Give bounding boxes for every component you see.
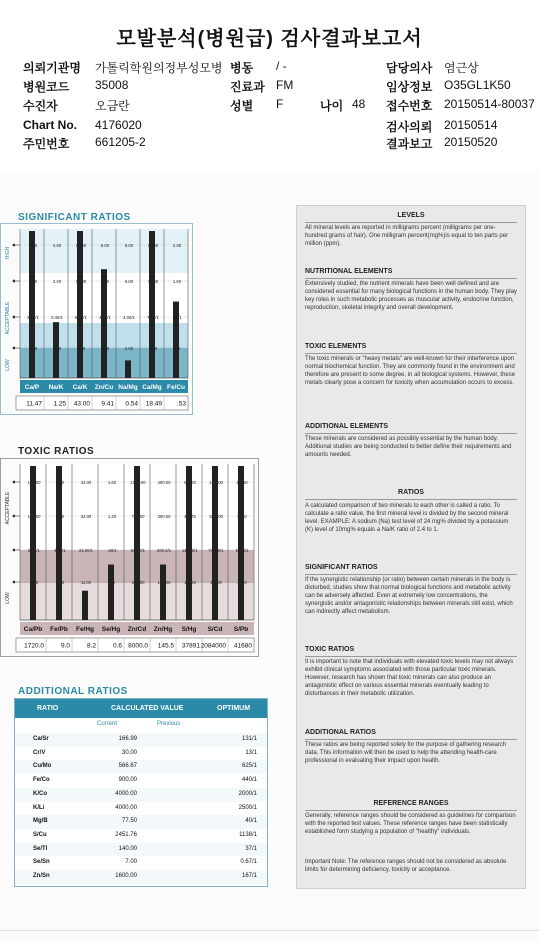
zone-label-2: LOW [5, 359, 11, 371]
value-label: 1.25 [53, 400, 66, 408]
info-text: All mineral levels are reported in milligrams percent (milligrams per one-hundred grams of hair). One milligram percent(mg%)is equal to ten parts per million (ppm). [305, 225, 509, 247]
scale-label: 14025 [184, 579, 196, 585]
table-row [15, 747, 267, 761]
axis-dot-2 [13, 549, 16, 552]
additional-ratios-title: ADDITIONAL RATIOS [18, 686, 128, 697]
category-label: Na/Mg [118, 384, 138, 391]
axis-dot-1 [13, 515, 16, 518]
value-label: 11.47 [26, 400, 42, 408]
info-heading: TOXIC RATIOS [305, 646, 355, 653]
scale-label: 250.00 [131, 579, 145, 585]
scale-label: 28050/1 [182, 547, 198, 553]
info-panel [296, 205, 526, 889]
current-value: 30.00 [121, 749, 137, 756]
category-label: S/Pb [233, 626, 249, 633]
sex-label: 성별 [230, 99, 254, 113]
current-value: 4000.00 [115, 804, 137, 811]
axis-dot-3 [13, 581, 16, 584]
bar-s-hg [186, 466, 192, 620]
scale-label: 71000/1 [208, 547, 224, 553]
doctor-value: 염근상 [444, 61, 479, 75]
scale-label: 42.0 [29, 579, 39, 585]
optimum-value: 167/1 [241, 873, 257, 879]
scale-label: 4.20 [28, 242, 38, 248]
table-row [15, 733, 267, 747]
ratio-name: S/Cu [33, 831, 47, 838]
sex-value: F [276, 97, 284, 111]
value-label: 43.00 [73, 400, 90, 408]
ratio-name: Zn/Sn [33, 873, 50, 879]
scale-label: 106500 [209, 513, 223, 519]
scale-label: 6.60 [55, 513, 65, 519]
doctor-label: 담당의사 [386, 61, 433, 75]
info-text: It is important to note that individuals with elevated toxic levels may not always exhibit clinical symptoms associated with those particular toxic minerals. However, research has shown that toxic minerals can also produce an antagonistic effect on various essential minerals eventually leading to disturbances in their metabolic utilization. [305, 659, 514, 697]
scale-label: 300.00 [157, 513, 171, 519]
scale-label: 5880/1 [235, 547, 249, 553]
table-row [15, 760, 267, 774]
bar-se-hg [108, 565, 114, 620]
scale-label: 750.00 [131, 513, 145, 519]
table-row [15, 815, 267, 829]
info-text: These minerals are considered as possibly essential by the human body. Additional studies are being conducted to better define their requirements and amounts needed. [305, 436, 512, 458]
clinical-info-label: 임상정보 [386, 80, 433, 94]
scale-label: 200.0/1 [157, 547, 171, 553]
optimum-value: 131/1 [241, 736, 257, 742]
additional-table-header [15, 699, 267, 718]
ratio-header: RATIO [37, 705, 59, 712]
info-heading: REFERENCE RANGES [373, 800, 449, 807]
scale-label: 128.00 [27, 513, 41, 519]
receipt-label: 접수번호 [386, 99, 433, 113]
scale-label: 11.00 [147, 278, 159, 284]
scale-label: 6.00 [124, 278, 134, 284]
resident-label: 주민번호 [23, 137, 70, 151]
result-label: 결과보고 [386, 137, 433, 151]
bar-ca-pb [30, 466, 36, 620]
scale-label: 4.00/1 [99, 314, 111, 320]
optimum-value: 13/1 [245, 749, 257, 756]
scale-label: 15.00 [147, 242, 159, 248]
scale-label: 8.80 [55, 479, 65, 485]
info-text: A calculated comparison of two minerals to each other is called a ratio. To calculate a ratio value, the first mineral level is divided by the second mineral level. EXAMPLE: A sodium (Na) test level of 24 mg% divided by a potassium (K) level of 10mg% equals a Na/K ratio of 2.4 to 1. [305, 503, 509, 533]
current-value: 4000.00 [115, 790, 137, 797]
scale-label: 3.00 [28, 278, 38, 284]
result-value: 20150520 [444, 135, 498, 149]
category-label: Ca/Pb [23, 626, 43, 633]
scale-label: .20 [174, 345, 180, 351]
category-label: S/Hg [181, 626, 197, 633]
scale-label: 100.00 [157, 579, 171, 585]
ratio-name: K/Li [33, 804, 45, 811]
info-heading: TOXIC ELEMENTS [305, 343, 367, 350]
info-text: Generally, reference ranges should be considered as guidelines for comparison with the reported test values. These reference ranges have been statistically established form studying a population of "healthy" individuals. [305, 813, 516, 835]
ratio-name: Fe/Co [33, 777, 50, 784]
scale-label: 190.00 [27, 479, 41, 485]
calc-value-header: CALCULATED VALUE [111, 705, 184, 712]
hospital-code-label: 병원코드 [23, 80, 70, 94]
table-row [15, 870, 267, 884]
scale-label: 1.60 [172, 278, 182, 284]
category-label: Se/Hg [101, 626, 121, 633]
patient-label: 수진자 [23, 99, 58, 113]
scale-label: 2.00 [100, 345, 110, 351]
optimum-value: 40/1 [245, 818, 257, 825]
ratio-name: Se/Tl [33, 845, 48, 852]
scale-label: 4.00 [76, 345, 86, 351]
info-rule [305, 499, 517, 500]
bar-fe-cu [173, 302, 179, 378]
zone-label-0: HIGH [5, 246, 11, 260]
patient-value: 오금란 [95, 99, 130, 113]
optimum-value: 0.67/1 [240, 859, 257, 866]
scale-label: 4.00/1 [123, 314, 135, 320]
bar-s-pb [238, 466, 244, 620]
category-label: Fe/Hg [75, 626, 95, 633]
zone-band-0 [20, 229, 188, 273]
ratio-name: Ca/Sr [33, 736, 49, 742]
report-title: 모발분석(병원급) 검사결과보고서 [116, 28, 423, 50]
value-label: 18.49 [145, 400, 162, 408]
significant-ratios-title: SIGNIFICANT RATIOS [18, 212, 131, 223]
previous-header: Previous [157, 721, 181, 727]
receipt-value: 20150514-80037 [444, 97, 535, 111]
scale-label: 2.00 [124, 345, 134, 351]
info-heading: ADDITIONAL RATIOS [305, 729, 376, 736]
current-value: 140.00 [118, 845, 137, 852]
value-label: 41680 [233, 642, 252, 650]
age-value: 48 [352, 97, 366, 111]
info-text: The toxic minerals or "heavy metals" are well-known for their interference upon normal biochemical function. They are commonly found in the environment and therefore are present to some degree, in all biological systems. However, these metals clearly pose a concern for toxicity when accumulation occurs to excess. [305, 356, 516, 386]
category-label: Ca/P [24, 384, 40, 391]
scale-label: 2.60/1 [27, 314, 39, 320]
significant-ratios-chart [0, 223, 200, 425]
request-label: 검사의뢰 [386, 120, 433, 134]
toxic-ratios-chart [0, 458, 272, 658]
category-label: Ca/Mg [142, 384, 162, 391]
bar-fe-hg [82, 591, 88, 620]
institution-value: 가톨릭학원의정부성모병 [95, 61, 223, 75]
current-value: 566.67 [118, 763, 137, 770]
scale-label: 6.00 [124, 242, 134, 248]
ratio-name: Mg/B [33, 818, 48, 825]
category-label: Fe/Cu [166, 384, 186, 391]
optimum-header: OPTIMUM [217, 705, 251, 712]
info-rule [305, 222, 517, 223]
value-label: 9.41 [101, 400, 114, 408]
bar-zn-cu [101, 269, 107, 378]
info-text: Extensively studied, the nutrient minerals have been well defined and are considered essential for many biological functions in the human body. They play key roles in such metabolic processes as muscular activity, endocrine function, reproduction, skeletal integrity and overall development. [305, 281, 517, 311]
scale-label: 11760 [236, 479, 248, 485]
scale-label: 56000 [184, 479, 196, 485]
scale-label: 3.00 [148, 345, 158, 351]
value-label: 9.0 [60, 642, 70, 650]
scale-label: .80/1 [107, 547, 117, 553]
value-label: 8000.0 [128, 642, 148, 650]
additional-ratios-table [14, 698, 268, 887]
category-label: Zn/Cu [94, 384, 114, 391]
category-label: Ca/K [72, 384, 88, 391]
optimum-value: 2500/1 [238, 804, 257, 811]
scale-label: 16.00 [75, 242, 87, 248]
info-rule [305, 656, 517, 657]
value-label: 8.2 [86, 642, 96, 650]
zone-label-1: LOW [5, 592, 11, 604]
dept-value: FM [276, 78, 294, 92]
axis-dot-0 [13, 481, 16, 484]
scale-label: 12.00 [75, 278, 87, 284]
scale-label: 4.40/1 [54, 547, 66, 553]
info-rule [305, 739, 517, 740]
bar-na-mg [125, 360, 131, 378]
axis-dot-1 [13, 280, 16, 283]
hospital-code-value: 35008 [95, 78, 129, 92]
bar-zn-cd [134, 466, 140, 620]
current-value: 7.00 [125, 859, 137, 866]
table-row [15, 843, 267, 857]
category-label: Fe/Pb [50, 626, 68, 633]
optimum-value: 2000/1 [238, 790, 257, 797]
value-label: 37891 [181, 642, 200, 650]
scale-label: 142000 [209, 479, 223, 485]
info-text: These ratios are being reported solely for the purpose of gathering research data. This information will then be used to help the attending health-care professional in evaluating their impact upon health. [305, 742, 507, 764]
ratio-name: K/Co [33, 790, 47, 797]
scale-label: 500.0/1 [131, 547, 145, 553]
scale-label: 2.30 [172, 242, 182, 248]
value-label: 0.6 [112, 642, 122, 650]
value-label: 145.5 [157, 642, 174, 650]
scale-label: 7.00/1 [147, 314, 159, 320]
age-label: 나이 [320, 99, 344, 113]
current-value: 77.50 [121, 818, 137, 825]
current-value: 166.99 [118, 736, 137, 742]
scale-label: 11.00 [80, 579, 92, 585]
info-rule [305, 433, 517, 434]
scale-label: 1.40 [52, 345, 62, 351]
optimum-value: 1138/1 [239, 831, 257, 838]
bar-ca-k [77, 231, 83, 378]
info-heading: RATIOS [398, 489, 424, 496]
scale-label: .40 [109, 579, 115, 585]
scale-label: 2.20 [55, 579, 65, 585]
scale-label: 1.20 [107, 513, 117, 519]
scale-label: 42075 [184, 513, 196, 519]
dept-label: 진료과 [230, 80, 265, 94]
current-value: 2451.76 [115, 831, 137, 838]
bar-fe-pb [56, 466, 62, 620]
ward-label: 병동 [230, 61, 254, 75]
zone-label-0: ACCEPTABLE [5, 491, 11, 525]
category-label: Na/K [48, 384, 64, 391]
value-label: 1720.0 [24, 642, 44, 650]
footer-divider [0, 930, 539, 931]
category-label: Zn/Hg [153, 626, 173, 633]
scale-label: 2940 [237, 579, 247, 585]
scale-label: 35500 [210, 579, 222, 585]
info-rule [305, 278, 517, 279]
scale-label: 84.0/1 [28, 547, 40, 553]
info-text: If the synergistic relationship (or ratio) between certain minerals in the body is disturbed, studies show that normal biological functions and metabolic activity can be adversely affected. Even at extremely low concentrations, the synergistic and/or antagonistic relationships between minerals still exist, which can indirectly affect metabolism. [305, 577, 513, 615]
table-row [15, 856, 267, 870]
scale-label: 33.00 [80, 513, 92, 519]
bar-ca-mg [149, 231, 155, 378]
bar-ca-p [29, 231, 35, 378]
table-row [15, 829, 267, 843]
scale-label: 44.00 [80, 479, 92, 485]
chart-no-value: 4176020 [95, 118, 142, 132]
toxic-ratios-title: TOXIC RATIOS [18, 446, 95, 457]
request-value: 20150514 [444, 118, 498, 132]
table-row [15, 788, 267, 802]
info-heading: LEVELS [397, 212, 425, 219]
info-heading: ADDITIONAL ELEMENTS [305, 423, 389, 430]
scale-label: 1.60 [107, 479, 117, 485]
ratio-name: Se/Sn [33, 859, 50, 866]
institution-label: 의뢰기관명 [23, 61, 81, 75]
info-rule [305, 810, 517, 811]
info-heading: SIGNIFICANT RATIOS [305, 564, 378, 571]
scale-label: 8820 [237, 513, 247, 519]
current-value: 900.00 [118, 777, 137, 784]
scale-label: 3.40 [52, 278, 62, 284]
chart-no-label: Chart No. [23, 118, 77, 132]
table-row [15, 774, 267, 788]
axis-dot-0 [13, 244, 16, 247]
optimum-value: 37/1 [245, 845, 257, 852]
ratio-name: Cu/Mo [33, 763, 52, 770]
bar-zn-hg [160, 565, 166, 620]
info-rule [305, 574, 517, 575]
scale-label: 2.40/1 [51, 314, 63, 320]
value-label: 0.54 [125, 400, 138, 408]
info-rule [305, 353, 517, 354]
table-row [15, 802, 267, 816]
value-label: .53 [176, 400, 186, 408]
axis-dot-3 [13, 347, 16, 350]
scale-label: 22.00/1 [79, 547, 93, 553]
category-label: Zn/Cd [127, 626, 147, 633]
scale-label: 8.00 [100, 242, 110, 248]
scale-label: .90/1 [172, 314, 182, 320]
ward-value: / - [276, 59, 287, 73]
ratio-name: Cr/V [33, 749, 46, 756]
value-label: 2084000 [200, 642, 226, 650]
current-value: 1600.00 [115, 873, 137, 879]
info-text: Important Note: The reference ranges should not be considered as absolute limits for determining deficiency, toxicity or acceptance. [305, 859, 507, 873]
optimum-value: 440/1 [241, 777, 257, 784]
info-heading: NUTRITIONAL ELEMENTS [305, 268, 393, 275]
category-label: S/Cd [207, 626, 223, 633]
scale-label: 8.00/1 [75, 314, 87, 320]
scale-label: 400.00 [157, 479, 171, 485]
bar-s-cd [212, 466, 218, 620]
zone-label-1: ACCEPTABLE [5, 301, 11, 335]
clinical-info-value: O35GL1K50 [444, 78, 511, 92]
scale-label: 6.00 [100, 278, 110, 284]
scale-label: 1.40 [28, 345, 38, 351]
current-header: Current [97, 721, 118, 727]
scale-label: 4.40 [52, 242, 62, 248]
axis-dot-2 [13, 316, 16, 319]
scale-label: 1000.00 [130, 479, 146, 485]
optimum-value: 625/1 [241, 763, 257, 770]
resident-value: 661205-2 [95, 135, 146, 149]
